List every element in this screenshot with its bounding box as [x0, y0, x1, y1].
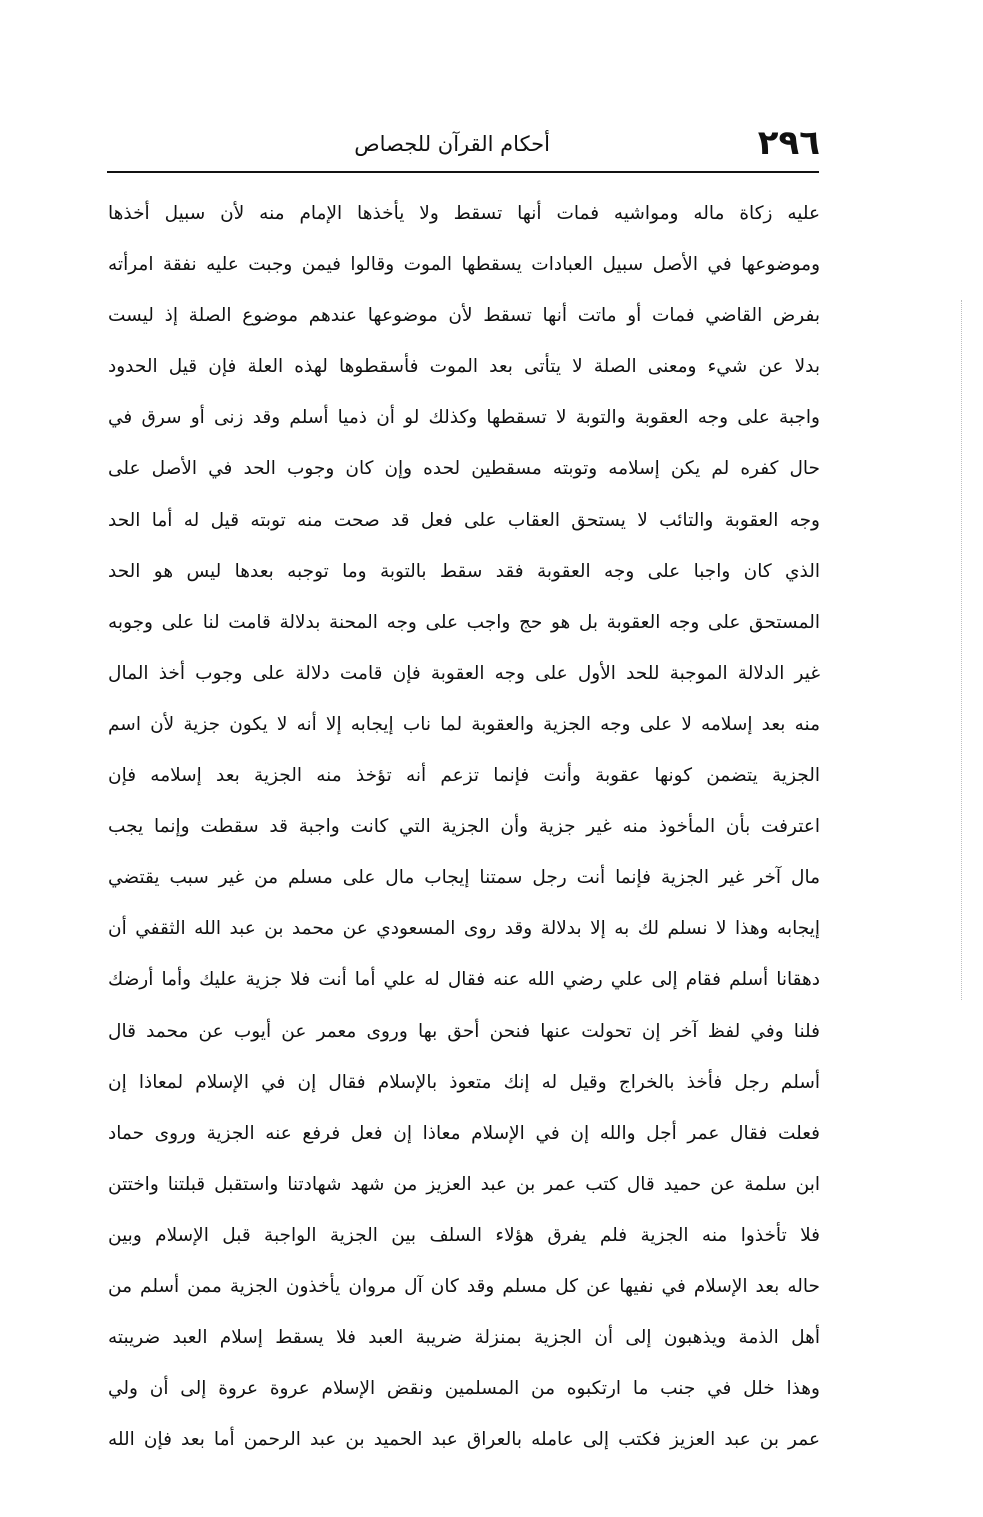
- text-line: عليه زكاة ماله ومواشيه فمات أنها تسقط ولا يأخذها الإمام منه لأن سبيل أخذها: [108, 203, 820, 224]
- running-title: أحكام القرآن للجصاص: [354, 132, 550, 156]
- page-header: [100, 120, 820, 166]
- text-line: بفرض القاضي فمات أو ماتت أنها تسقط لأن موضوعها عندهم موضوع الصلة إذ ليست: [108, 305, 820, 327]
- text-line: غير الدلالة الموجبة للحد الأول على وجه العقوبة فإن قامت دلالة على وجوب أخذ المال: [108, 662, 820, 684]
- text-line: ابن سلمة عن حميد قال كتب عمر بن عبد العزيز من شهد شهادتنا واستقبل قبلتنا واختتن: [108, 1173, 820, 1195]
- page-number: ٢٩٦: [757, 123, 820, 163]
- text-line: الجزية يتضمن كونها عقوبة وأنت فإنما تزعم أنه تؤخذ منه الجزية بعد إسلامه فإن: [108, 765, 820, 787]
- text-line: مال آخر غير الجزية فإنما أنت رجل سمتنا إيجاب مال على مسلم من غير سبب يقتضي: [108, 867, 820, 889]
- body-text: [108, 188, 820, 1465]
- text-line: إيجابه وهذا لا نسلم لك به إلا بدلالة وقد روى المسعودي عن محمد بن عبد الله الثقفي أن: [108, 918, 820, 940]
- text-line: حال كفره لم يكن إسلامه وتوبته مسقطين لحده وإن كان وجوب الحد في الأصل على: [108, 458, 820, 480]
- text-line: اعترفت بأن المأخوذ منه غير جزية وأن الجزية التي كانت واجبة قد سقطت وإنما يجب: [108, 816, 820, 838]
- text-line: منه بعد إسلامه لا على وجه الجزية والعقوبة لما ناب إيجابه إلا أنه لا يكون جزية لأن اسم: [108, 713, 820, 735]
- text-line: بدلا عن شيء ومعنى الصلة لا يتأتى بعد الموت فأسقطوها لهذه العلة فإن قيل الحدود: [108, 356, 820, 378]
- text-line: أهل الذمة ويذهبون إلى أن الجزية بمنزلة ضريبة العبد فلا يسقط إسلام العبد ضريبته: [108, 1327, 820, 1349]
- text-line: دهقانا أسلم فقام إلى علي رضي الله عنه فقال له علي أما أنت فلا جزية عليك وأما أرضك: [108, 969, 820, 991]
- text-line: فعلت فقال عمر أجل والله إن في الإسلام معاذا إن فعل فرفع عنه الجزية وروى حماد: [108, 1122, 820, 1144]
- scan-margin-mark: [961, 300, 962, 1000]
- text-line: وموضوعها في الأصل سبيل العبادات يسقطها الموت وقالوا فيمن وجبت عليه نفقة امرأته: [108, 254, 820, 276]
- text-line: المستحق على وجه العقوبة بل هو حج واجب على وجه المحنة بدلالة قامت لنا على وجوبه: [108, 611, 820, 633]
- text-line: فلنا وفي لفظ آخر إن تحولت عنها فنحن أحق بها وروى معمر عن أيوب عن محمد قال: [108, 1020, 820, 1042]
- text-line: عمر بن عبد العزيز فكتب إلى عامله بالعراق عبد الحميد بن عبد الرحمن أما بعد فإن الله: [108, 1429, 820, 1451]
- text-line: فلا تأخذوا منه الجزية فلم يفرق هؤلاء السلف بين الجزية الواجبة قبل الإسلام وبين: [108, 1224, 820, 1246]
- text-line: وجه العقوبة والتائب لا يستحق العقاب على فعل قد صحت منه توبته قيل له أما الحد: [108, 509, 820, 531]
- text-line: واجبة على وجه العقوبة والتوبة لا تسقطها وكذلك لو أن ذميا أسلم وقد زنى أو سرق في: [108, 407, 820, 429]
- header-divider: [107, 171, 819, 173]
- text-line: حاله بعد الإسلام في نفيها عن كل مسلم وقد كان آل مروان يأخذون الجزية ممن أسلم من: [108, 1275, 820, 1297]
- text-line: أسلم رجل فأخذ بالخراج وقيل له إنك متعوذ بالإسلام فقال إن في الإسلام لمعاذا إن: [108, 1071, 820, 1093]
- text-line: الذي كان واجبا على وجه العقوبة فقد سقط بالتوبة وما توجبه بعدها ليس هو الحد: [108, 560, 820, 582]
- text-line: وهذا خلل في جنب ما ارتكبوه من المسلمين ونقض الإسلام عروة عروة إلى أن ولي: [108, 1378, 820, 1400]
